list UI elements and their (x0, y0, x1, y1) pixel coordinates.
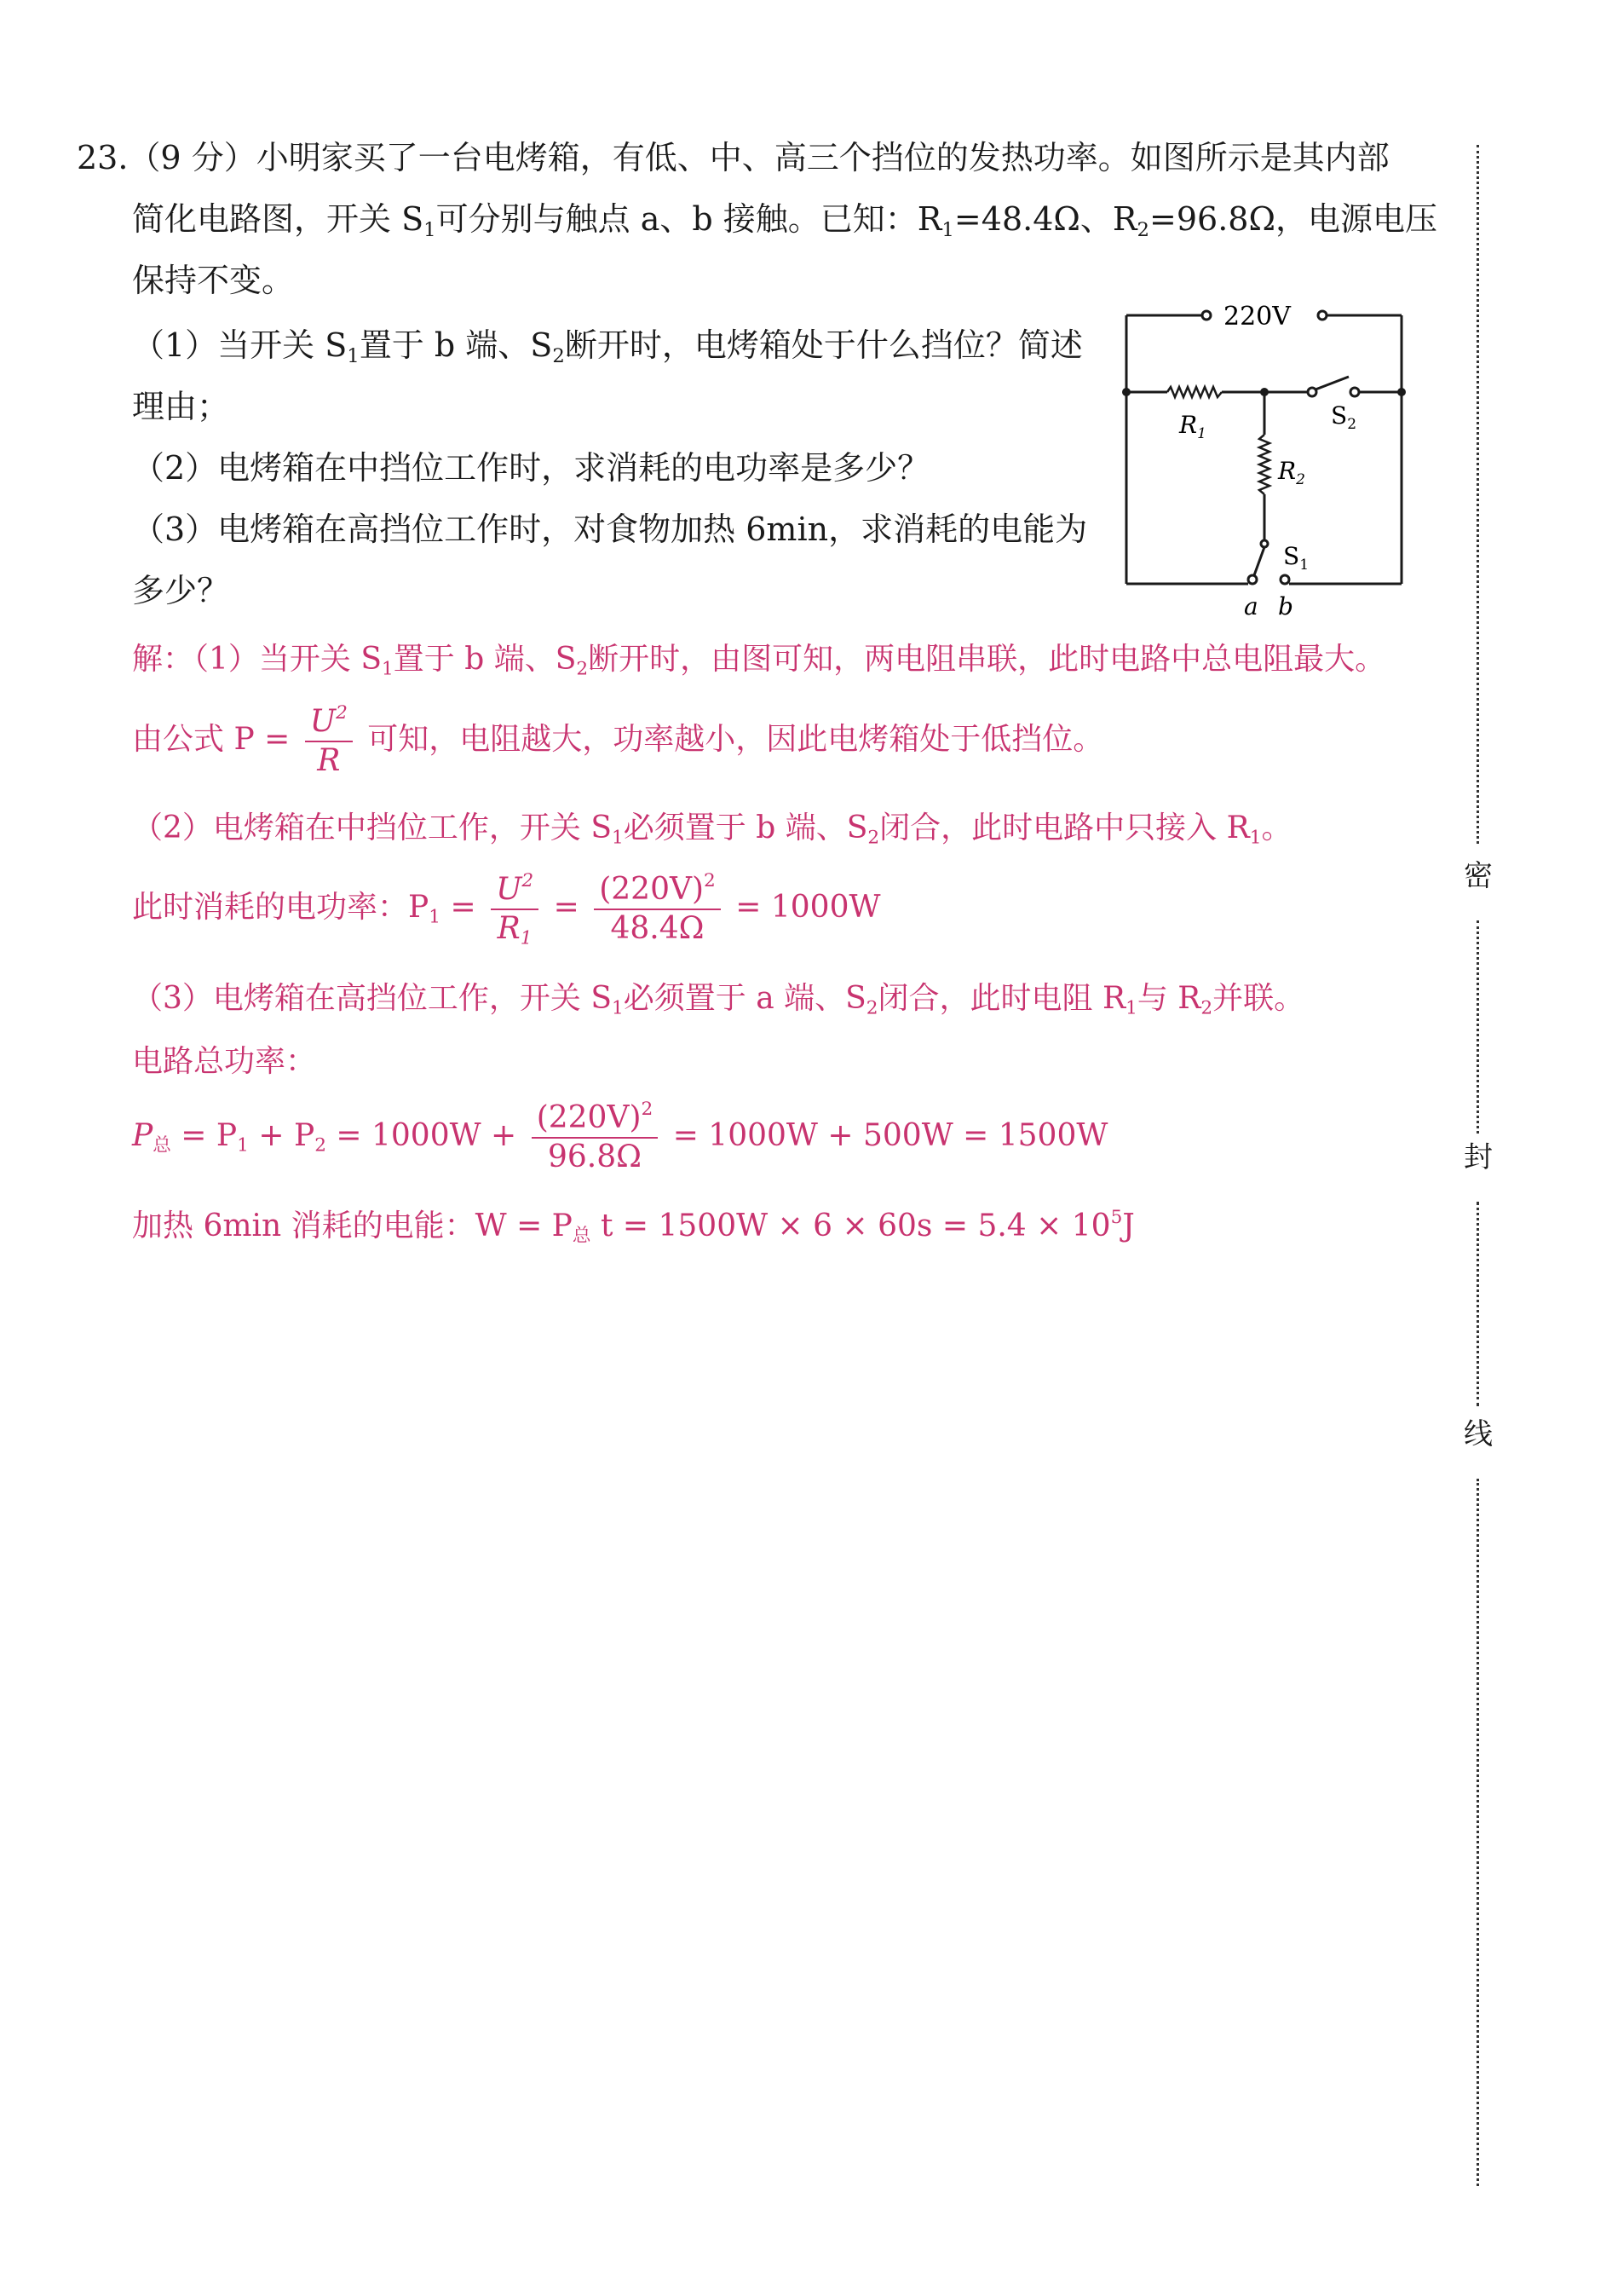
text: 必须置于 a 端、S (623, 981, 866, 1016)
question-header (77, 136, 1390, 179)
subscript: 2 (314, 1134, 326, 1157)
r1-label: $R_1$ (1179, 411, 1206, 442)
text: 断开时，由图可知，两电阻串联，此时电路中总电阻最大。 (588, 642, 1386, 677)
fraction-denominator: R (317, 743, 341, 778)
text: 可知，电阻越大，功率越小，因此电烤箱处于低挡位。 (367, 722, 1104, 757)
text: 闭合，此时电阻 R (878, 981, 1126, 1016)
junction-center (1260, 388, 1269, 396)
fraction-numerator: $(220V)^2$ (594, 871, 721, 910)
subscript: 2 (552, 344, 565, 367)
answer-line-5 (132, 978, 1304, 1019)
text: 此时消耗的电功率：P (132, 890, 429, 925)
text: = (553, 890, 579, 925)
junction-left (1122, 388, 1131, 396)
fraction-denominator: 96.8Ω (547, 1139, 642, 1174)
junction-right (1397, 388, 1406, 396)
voltage-label: 220V (1223, 302, 1291, 332)
fraction-denominator: $R_1$ (497, 911, 533, 949)
subscript: 1 (237, 1134, 249, 1157)
text: 。 (1261, 811, 1292, 845)
resistor-r2 (1259, 435, 1269, 494)
subscript: 1 (382, 658, 394, 680)
r2-label: $R_2$ (1278, 457, 1305, 488)
text: t = 1500W × 6 × 60s = 5.4 × 10 (600, 1209, 1111, 1243)
subscript: 1 (347, 344, 360, 367)
subscript: 1 (1126, 997, 1137, 1019)
subscript: 1 (1249, 827, 1262, 849)
circuit-diagram (1108, 294, 1423, 635)
answer-line-3 (132, 808, 1292, 849)
text: 闭合，此时电路中只接入 R (879, 811, 1250, 845)
fraction-numerator: $U^2$ (305, 703, 353, 742)
sub-question-1 (132, 324, 1083, 366)
text: 并联。 (1212, 981, 1305, 1016)
subscript: 1 (612, 827, 624, 849)
sub-question-3-cont (132, 569, 229, 612)
sub-question-2 (132, 447, 930, 489)
question-line-2 (132, 198, 1437, 240)
seal-dotted-line (1477, 145, 1479, 844)
answer-line-4 (132, 871, 880, 948)
text: P (132, 1118, 153, 1153)
text: （1）当开关 S (132, 326, 348, 364)
text: 加热 6min 消耗的电能：W = P (132, 1209, 573, 1243)
answer-line-1 (132, 639, 1385, 680)
subscript: 1 (941, 218, 954, 241)
subscript: 2 (1200, 997, 1213, 1019)
text: 电路总功率： (132, 1044, 317, 1079)
text: 置于 b 端、S (393, 642, 577, 677)
answer-line-2 (132, 703, 1103, 780)
text: = 1000W + 500W = 1500W (672, 1118, 1108, 1153)
text: 保持不变。 (132, 262, 295, 299)
text: 由公式 P = (132, 722, 291, 757)
subscript: 1 (612, 997, 624, 1019)
text: J (1122, 1209, 1135, 1243)
s1-pivot (1261, 540, 1268, 547)
s2-contact-left (1308, 388, 1316, 396)
seal-dotted-line (1477, 1479, 1479, 2186)
seal-char-feng: 封 (1464, 1140, 1493, 1174)
terminal-right (1318, 311, 1327, 320)
answer-line-7 (132, 1099, 1108, 1176)
fraction-220-over-96 (532, 1099, 659, 1176)
fraction-numerator: $(220V)^2$ (532, 1099, 659, 1139)
sub-question-1-cont (132, 385, 229, 428)
subscript: 1 (429, 906, 440, 928)
subscript: 2 (867, 827, 880, 849)
contact-b-point (1281, 575, 1289, 584)
resistor-r1 (1167, 387, 1222, 397)
contact-b-label: b (1278, 592, 1293, 620)
subscript: 总 (153, 1134, 171, 1157)
s2-contact-right (1350, 388, 1359, 396)
contact-a-point (1248, 575, 1257, 584)
text: 简化电路图，开关 S (132, 200, 424, 238)
text: 必须置于 b 端、S (623, 811, 868, 845)
text: 断开时，电烤箱处于什么挡位？简述 (564, 326, 1083, 364)
s1-label: $S_1$ (1283, 542, 1310, 574)
answer-line-8 (132, 1206, 1135, 1247)
subscript: 2 (1137, 218, 1150, 241)
text: （2）电烤箱在中挡位工作，开关 S (132, 811, 613, 845)
seal-char-mi: 密 (1464, 859, 1493, 893)
text: 与 R (1137, 981, 1201, 1016)
fraction-u2-over-r (305, 703, 353, 780)
text: =48.4Ω、R (953, 200, 1137, 238)
subscript: 1 (423, 218, 436, 241)
text: （2）电烤箱在中挡位工作时，求消耗的电功率是多少？ (132, 449, 930, 487)
s2-label: $S_2$ (1331, 401, 1357, 433)
text: （3）电烤箱在高挡位工作时，对食物加热 6min，求消耗的电能为 (132, 511, 1088, 548)
question-header-text: 23.（9 分）小明家买了一台电烤箱，有低、中、高三个挡位的发热功率。如图所示是其内部 (77, 139, 1390, 176)
text: + P (258, 1118, 315, 1153)
text: 解：（1）当开关 S (132, 642, 383, 677)
text: 多少？ (132, 572, 230, 609)
subscript: 2 (866, 997, 878, 1019)
text: = P (181, 1118, 238, 1153)
contact-a-label: a (1244, 592, 1258, 620)
subscript: 2 (576, 658, 589, 680)
fraction-220-over-48 (594, 871, 721, 948)
terminal-left (1202, 311, 1211, 320)
switch-s2-blade (1316, 377, 1349, 389)
text: 理由； (132, 388, 230, 425)
seal-dotted-line (1477, 1202, 1479, 1406)
fraction-numerator: $U^2$ (491, 871, 538, 910)
text: 置于 b 端、S (359, 326, 553, 364)
seal-char-xian: 线 (1464, 1417, 1493, 1451)
text: 可分别与触点 a、b 接触。已知：R (435, 200, 942, 238)
text: = 1000W + (336, 1118, 517, 1153)
text: = 1000W (735, 890, 881, 925)
answer-line-6 (132, 1041, 316, 1082)
text: （3）电烤箱在高挡位工作，开关 S (132, 981, 613, 1016)
subscript: 总 (572, 1225, 591, 1247)
fraction-u2-over-r1 (491, 871, 538, 948)
fraction-denominator: 48.4Ω (610, 911, 705, 946)
question-line-3 (132, 259, 294, 302)
switch-s1-blade (1254, 547, 1264, 575)
text: = (450, 890, 476, 925)
text: =96.8Ω，电源电压 (1149, 200, 1437, 238)
seal-dotted-line (1477, 920, 1479, 1134)
superscript: 5 (1110, 1206, 1123, 1228)
sub-question-3 (132, 508, 1087, 551)
